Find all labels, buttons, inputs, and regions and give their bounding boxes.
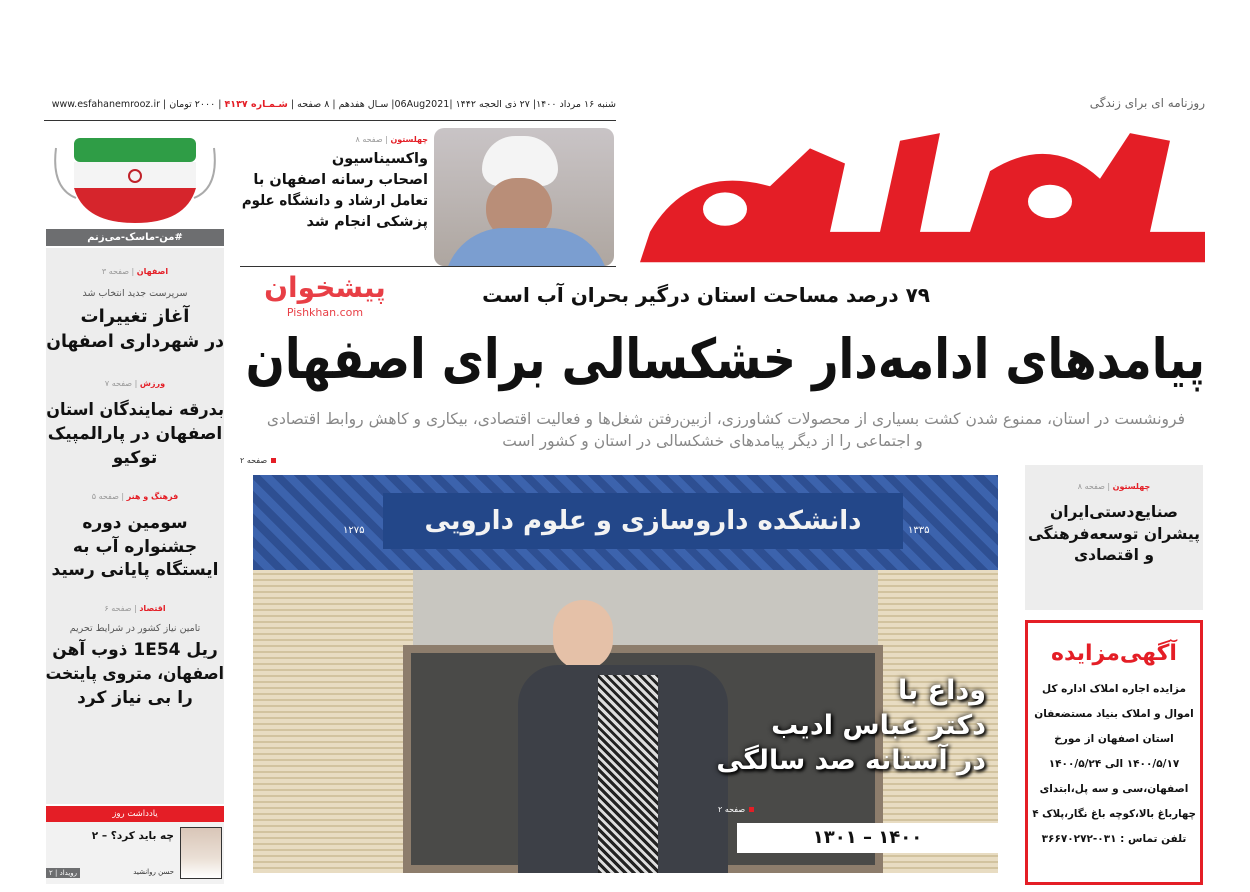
news-title: و اقتصادی xyxy=(1073,546,1155,565)
news-item[interactable]: اقتصاد | صفحه ۶ تامین نیاز کشور در شرایط تحریم ریل 1E54 ذوب آهن اصفهان، متروی پایتخت را بی نیاز کرد xyxy=(46,603,224,710)
ad-line: مزایده اجاره املاک اداره کل xyxy=(1042,683,1186,695)
sign-year: ۱۲۷۵ xyxy=(343,525,365,536)
divider xyxy=(240,266,616,267)
website-link[interactable]: www.esfahanemrooz.ir xyxy=(51,99,160,110)
sign-text: دانشکده داروسازی و علوم دارویی xyxy=(383,493,903,549)
news-title: پیشران توسعه‌فرهنگی xyxy=(1028,524,1200,543)
news-subtitle: سرپرست جدید انتخاب شد xyxy=(82,288,188,299)
caption-line: در آستانه صد سالگی xyxy=(716,745,986,776)
main-headline[interactable]: پیامدهای ادامه‌دار خشکسالی برای اصفهان xyxy=(245,327,1205,391)
section-label: اقتصاد xyxy=(139,604,166,614)
issue-date: شنبه ۱۶ مرداد ۱۴۰۰| ۲۷ ذی الحجه ۱۴۴۲ |06Aug2021| سـال هفدهم | ۸ صفحه | xyxy=(290,99,616,110)
tagline: روزنامه ای برای زندگی xyxy=(1089,96,1205,110)
feature-story[interactable]: چهلستون | صفحه ۸ واکسیناسیون اصحاب رسانه اصفهان با تعامل ارشاد و دانشگاه علوم پزشکی انجام شد xyxy=(242,134,428,233)
news-title: اصفهان، متروی پایتخت xyxy=(45,663,225,684)
news-title: سومین دوره xyxy=(82,512,188,533)
ad-line: اصفهان،سی و سه پل،ابتدای xyxy=(1039,783,1189,795)
news-title: توکیو xyxy=(112,447,158,468)
section-label: چهلستون xyxy=(390,135,428,144)
news-item[interactable]: فرهنگ و هنر | صفحه ۵ سومین دوره جشنواره آب به ایستگاه پایانی رسید xyxy=(46,491,224,583)
caption-line: وداع با xyxy=(897,675,986,706)
pishkhan-watermark xyxy=(245,270,405,322)
newspaper-logo xyxy=(630,118,1205,266)
ad-line: تلفن تماس : ۰۳۱-۳۶۶۷۰۲۷۲ xyxy=(1041,833,1187,845)
section-label: چهلستون xyxy=(1112,482,1151,491)
page-ref-label: صفحه ۲ xyxy=(240,456,268,465)
news-title: صنایع‌دستی‌ایران xyxy=(1049,503,1179,521)
section-label: ورزش xyxy=(139,379,166,389)
feature-photo xyxy=(434,128,614,266)
right-news-item[interactable]: چهلستون | صفحه ۸ صنایع‌دستی‌ایران پیشران توسعه‌فرهنگی و اقتصادی xyxy=(1025,465,1203,610)
watermark-text: پیشخوان xyxy=(264,271,386,304)
news-title: آغاز تغییرات xyxy=(80,306,190,327)
news-item[interactable]: اصفهان | صفحه ۳ سرپرست جدید انتخاب شد آغاز تغییرات در شهرداری اصفهان xyxy=(46,248,224,354)
page-ref xyxy=(718,805,754,815)
page-ref-label: صفحه ۲ xyxy=(718,805,746,814)
issue-number: شـمـاره ۴۱۳۷ xyxy=(224,99,288,110)
watermark-url: Pishkhan.com xyxy=(286,306,364,319)
column-author: حسن روانشید xyxy=(133,868,174,876)
ad-line: چهارباغ بالا،کوچه باغ نگار،پلاک ۴ xyxy=(1032,808,1196,820)
news-title: را بی نیاز کرد xyxy=(77,687,193,708)
photo-caption xyxy=(716,673,986,778)
news-title: بدرقه نمایندگان استان xyxy=(46,400,224,421)
column-tag: رویداد | ۲ xyxy=(46,868,80,878)
main-photo[interactable] xyxy=(253,475,998,873)
ad-line: اموال و املاک بنیاد مستضعفان xyxy=(1034,708,1194,720)
ad-line: استان اصفهان از مورخ xyxy=(1054,733,1174,745)
page-ref: صفحه ۶ xyxy=(104,604,132,614)
subheadline: ۷۹ درصد مساحت استان درگیر بحران آب است xyxy=(482,283,930,307)
issue-info-bar xyxy=(44,99,616,110)
news-subtitle: تامین نیاز کشور در شرایط تحریم xyxy=(69,623,201,635)
sign-year: ۱۳۳۵ xyxy=(908,525,930,536)
news-item[interactable]: ورزش | صفحه ۷ بدرقه نمایندگان استان اصفهان در پارالمپیک توکیو xyxy=(46,378,224,470)
news-title: جشنواره آب به xyxy=(72,536,198,557)
page-ref xyxy=(240,456,276,466)
page-ref: صفحه ۸ xyxy=(1077,482,1105,491)
lead-paragraph xyxy=(240,408,1185,452)
face-mask-flag-image xyxy=(46,128,224,228)
university-sign xyxy=(253,475,998,570)
column-label: یادداشت روز xyxy=(46,806,224,822)
lead-line: فرونشست در استان، ممنوع شدن کشت بسیاری از محصولات کشاورزی، ازبین‌رفتن شغل‌ها و فعالیت اقتصادی، بیکاری و کاهش روابط اقتصادی xyxy=(266,410,1185,428)
author-portrait xyxy=(180,827,222,879)
left-news-column xyxy=(46,248,224,804)
ad-title: آگهی‌مزایده xyxy=(1051,641,1177,666)
page-ref: صفحه ۸ xyxy=(355,135,383,144)
feature-title: تعامل ارشاد و دانشگاه علوم xyxy=(241,193,428,209)
feature-title: پزشکی انجام شد xyxy=(306,214,428,230)
news-title: در شهرداری اصفهان xyxy=(46,331,224,353)
issue-price: | ۲۰۰۰ تومان | xyxy=(163,99,222,110)
caption-line: دکتر عباس ادیب xyxy=(771,710,986,741)
page-ref: صفحه ۳ xyxy=(101,267,129,276)
tag-page: ۲ xyxy=(49,869,53,877)
column-title: چه باید کرد؟ – ۲ xyxy=(91,830,174,842)
lifespan-years: ۱۳۰۱ – ۱۴۰۰ xyxy=(737,823,998,853)
page-ref: صفحه ۷ xyxy=(104,379,133,389)
mask-hashtag: #من-ماسک-می‌زنم xyxy=(46,229,224,246)
section-label: اصفهان xyxy=(136,267,169,276)
page-ref: صفحه ۵ xyxy=(91,491,119,501)
section-label: فرهنگ و هنر xyxy=(126,491,179,501)
auction-ad[interactable] xyxy=(1025,620,1203,885)
news-title: اصفهان در پارالمپیک xyxy=(47,424,223,445)
tag-label: رویداد xyxy=(59,869,78,877)
lead-line: و اجتماعی را از دیگر پیامدهای خشکسالی در استان و کشور است xyxy=(502,432,923,450)
news-title: ریل 1E54 ذوب آهن xyxy=(52,640,218,661)
divider xyxy=(44,120,616,121)
news-title: ایستگاه پایانی رسید xyxy=(51,560,219,581)
feature-title: اصحاب رسانه اصفهان با xyxy=(253,172,428,188)
feature-title: واکسیناسیون xyxy=(331,151,428,167)
ad-line: ۱۴۰۰/۵/۱۷ الی ۱۴۰۰/۵/۲۴ xyxy=(1048,758,1180,770)
